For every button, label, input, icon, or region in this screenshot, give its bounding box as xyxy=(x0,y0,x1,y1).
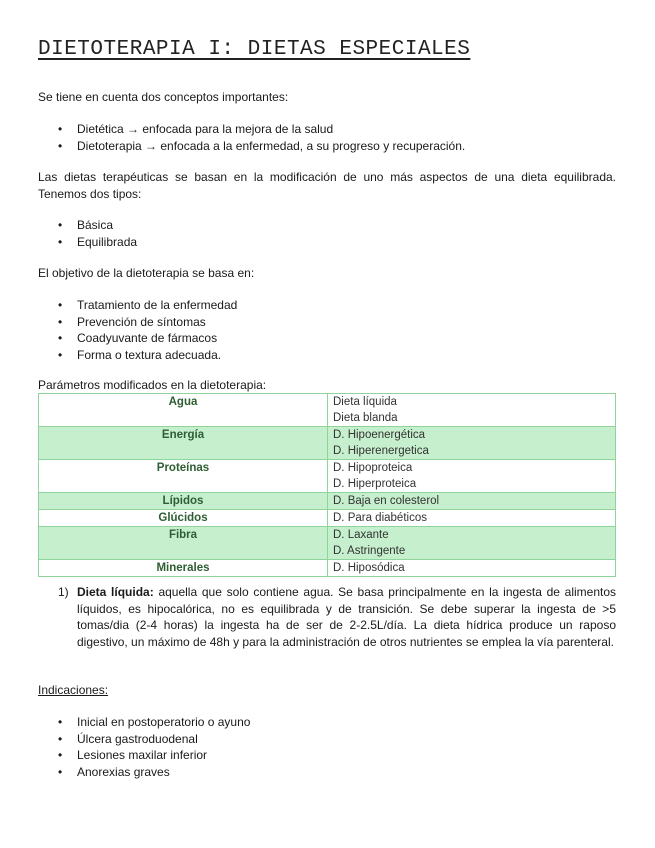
table-row xyxy=(39,394,616,427)
parameter-name: Agua xyxy=(39,394,328,427)
page-title: DIETOTERAPIA I: DIETAS ESPECIALES xyxy=(38,38,471,61)
diet-name: D. Hiperenergetica xyxy=(333,445,429,457)
list-item: • Dietoterapia → enfocada a la enfermedad, a su progreso y recuperación. xyxy=(38,138,465,155)
parameter-name: Energía xyxy=(39,427,328,460)
list-item: • Dietética → enfocada para la mejora de la salud xyxy=(38,121,465,138)
definition: aquella que solo contiene agua. Se basa principalmente en la ingesta de alimentos líquidos, es hipocalórica, no es equilibrada y de transición. Se debe superar la ingesta de >5 tomas/dia (2-4 horas) la ingesta ha de ser de 2-2.5L/día. La dieta hídrica produce un raposo digestivo, un máximo de 48h y para la administración de otros nutrientes se emplea la vía parenteral. xyxy=(77,585,617,649)
parameter-diets xyxy=(328,394,616,427)
liquid-diet-paragraph xyxy=(77,584,616,650)
types-list xyxy=(38,217,137,250)
table-row xyxy=(39,510,616,527)
intro-paragraph: Se tiene en cuenta dos conceptos importantes: xyxy=(38,90,289,104)
list-item: • Anorexias graves xyxy=(38,764,250,781)
parameter-diets xyxy=(328,460,616,493)
parameter-diets xyxy=(328,493,616,510)
parameter-diets xyxy=(328,560,616,577)
parameter-name: Proteínas xyxy=(39,460,328,493)
list-item: • Básica xyxy=(38,217,137,234)
list-item: • Úlcera gastroduodenal xyxy=(38,731,250,748)
table-row xyxy=(39,460,616,493)
list-item: • Prevención de síntomas xyxy=(38,314,237,331)
diet-name: D. Hipoproteica xyxy=(333,462,413,474)
list-item: • Inicial en postoperatorio o ayuno xyxy=(38,714,250,731)
indications-heading: Indicaciones: xyxy=(38,683,109,697)
diet-name: D. Baja en colesterol xyxy=(333,495,440,507)
item-number: 1) xyxy=(58,585,69,599)
table-row xyxy=(39,493,616,510)
diet-name: D. Hipoenergética xyxy=(333,429,426,441)
diet-name: Dieta líquida xyxy=(333,396,397,408)
parameter-diets xyxy=(328,427,616,460)
table-row xyxy=(39,427,616,460)
diet-name: D. Hiposódica xyxy=(333,562,405,574)
parameter-diets xyxy=(328,510,616,527)
list-item: • Tratamiento de la enfermedad xyxy=(38,297,237,314)
parameter-diets xyxy=(328,527,616,560)
list-item: • Lesiones maxilar inferior xyxy=(38,747,250,764)
parameter-name: Fibra xyxy=(39,527,328,560)
diet-name: Dieta blanda xyxy=(333,412,398,424)
objective-paragraph: El objetivo de la dietoterapia se basa en: xyxy=(38,266,255,280)
list-item: • Forma o textura adecuada. xyxy=(38,347,237,364)
parameters-table xyxy=(38,393,616,577)
diet-name: D. Para diabéticos xyxy=(333,512,427,524)
table-row xyxy=(39,527,616,560)
objectives-list xyxy=(38,297,237,363)
diet-name: D. Laxante xyxy=(333,529,389,541)
list-item: • Equilibrada xyxy=(38,234,137,251)
diet-name: D. Astringente xyxy=(333,545,406,557)
parameter-name: Minerales xyxy=(39,560,328,577)
table-caption: Parámetros modificados en la dietoterapia: xyxy=(38,378,267,392)
concepts-list xyxy=(38,121,465,154)
types-paragraph: Las dietas terapéuticas se basan en la modificación de uno más aspectos de una dieta equilibrada. Tenemos dos tipos: xyxy=(38,170,616,201)
parameter-name: Lípidos xyxy=(39,493,328,510)
indications-list xyxy=(38,714,250,780)
term: Dieta líquida: xyxy=(77,585,154,599)
table-row xyxy=(39,560,616,577)
list-item: • Coadyuvante de fármacos xyxy=(38,330,237,347)
diet-name: D. Hiperproteica xyxy=(333,478,417,490)
parameter-name: Glúcidos xyxy=(39,510,328,527)
